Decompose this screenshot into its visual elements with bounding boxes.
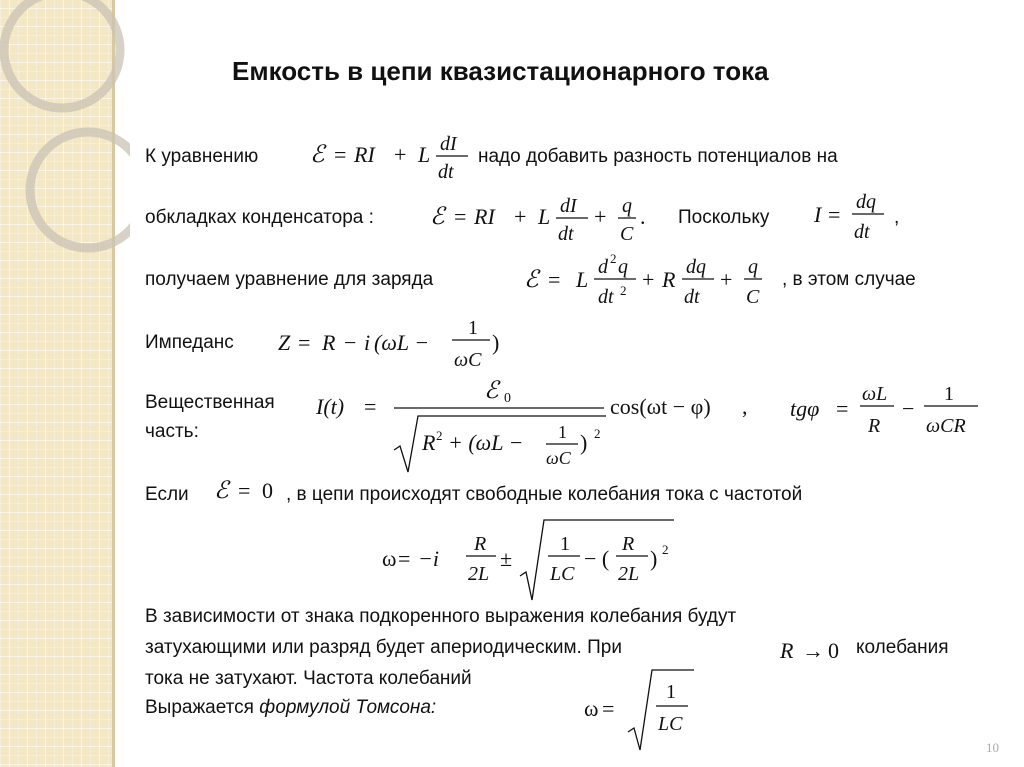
svg-text:0: 0 (262, 478, 273, 503)
formula-r-to-zero (778, 632, 852, 666)
svg-text:+ (ωL −: + (ωL − (448, 430, 524, 455)
svg-text:q: q (618, 256, 628, 278)
svg-text:−i: −i (418, 546, 439, 571)
svg-text:1: 1 (666, 681, 676, 703)
text-expressed: Выражается (145, 697, 254, 718)
svg-text:+: + (394, 142, 407, 167)
svg-text:R: R (474, 533, 487, 555)
svg-text:dq: dq (856, 191, 876, 213)
svg-text:2: 2 (436, 428, 443, 443)
svg-text:2: 2 (662, 542, 669, 557)
svg-text:): ) (580, 430, 588, 455)
svg-text:=: = (836, 396, 849, 421)
svg-text:=: = (602, 696, 615, 721)
text-line2-since: Поскольку (678, 207, 770, 228)
text-impedance-label: Импеданс (145, 332, 234, 353)
svg-text:I(t): I(t) (316, 394, 345, 419)
svg-text:dt: dt (558, 223, 574, 245)
decorative-circles-icon (0, 0, 130, 300)
text-line6-end: , в цепи происходят свободные колебания тока с частотой (286, 484, 803, 505)
svg-text:1: 1 (560, 533, 570, 555)
formula-current-definition (812, 182, 892, 244)
svg-text:LC: LC (550, 563, 575, 585)
text-line2-comma: , (894, 207, 900, 228)
formula-phase-tangent (790, 372, 990, 446)
svg-text:dt: dt (438, 161, 454, 183)
svg-text:): ) (492, 330, 500, 355)
svg-text:±: ± (500, 546, 513, 571)
svg-text:=: = (398, 546, 411, 571)
svg-text:2: 2 (610, 251, 617, 266)
svg-text:ℰ: ℰ (430, 204, 445, 230)
svg-text:ωL: ωL (862, 383, 888, 405)
svg-text:LC: LC (658, 713, 683, 735)
svg-text:dq: dq (686, 256, 706, 278)
svg-text:ℰ: ℰ (310, 142, 325, 168)
text-paragraph-line1: В зависимости от знака подкоренного выражения колебания будут (145, 606, 737, 627)
svg-text:=: = (828, 202, 841, 227)
svg-text:L: L (538, 204, 551, 229)
svg-text:+: + (594, 204, 607, 229)
svg-text:dt: dt (684, 286, 700, 308)
svg-text:q: q (748, 256, 758, 278)
svg-text:1: 1 (944, 383, 954, 405)
svg-text:−: − (344, 330, 357, 355)
text-line1-end: надо добавить разность потенциалов на (478, 146, 838, 167)
svg-text:2L: 2L (618, 563, 640, 585)
text-real-part-1: Вещественная (145, 392, 275, 413)
svg-text:dI: dI (440, 133, 457, 155)
text-paragraph-line4 (145, 697, 436, 719)
formula-capacitor-equation (428, 188, 658, 250)
svg-text:R: R (622, 533, 635, 555)
svg-text:ωCR: ωCR (926, 415, 966, 437)
svg-text:RI: RI (354, 142, 375, 167)
svg-text:dt: dt (598, 286, 614, 308)
svg-text:ℰ: ℰ (524, 267, 539, 293)
svg-text:−: − (902, 396, 915, 421)
svg-text:R: R (780, 638, 794, 663)
svg-text:RI: RI (474, 204, 495, 229)
svg-text:.: . (640, 204, 646, 229)
formula-thomson (584, 662, 704, 754)
text-line2-start: обкладках конденсатора : (145, 207, 374, 228)
text-real-part-2: часть: (145, 421, 199, 442)
svg-text:I: I (814, 202, 822, 227)
svg-text:=: = (364, 394, 377, 419)
svg-text:d: d (598, 256, 608, 278)
text-paragraph-line3: тока не затухают. Частота колебаний (145, 668, 472, 689)
formula-impedance (276, 310, 516, 376)
svg-text:→: → (802, 638, 824, 663)
svg-text:(ωL −: (ωL − (374, 330, 430, 355)
svg-text:i: i (364, 330, 371, 355)
svg-text:q: q (622, 195, 632, 217)
svg-text:ℰ: ℰ (484, 378, 499, 404)
text-paragraph-line2-end: колебания (856, 637, 949, 658)
svg-text:,: , (742, 394, 748, 419)
svg-text:L: L (576, 267, 589, 292)
svg-text:R: R (662, 267, 676, 292)
svg-text:=: = (238, 478, 251, 503)
svg-text:ω: ω (382, 546, 397, 571)
svg-text:1: 1 (468, 317, 478, 339)
text-line3-start: получаем уравнение для заряда (145, 269, 434, 290)
formula-charge-equation (522, 247, 782, 311)
svg-text:C: C (746, 286, 760, 308)
text-thomson-formula: формулой Томсона: (259, 697, 437, 718)
svg-text:ωC: ωC (546, 448, 571, 468)
text-line3-end: , в этом случае (782, 269, 916, 290)
svg-text:1: 1 (558, 422, 567, 442)
svg-text:ℰ: ℰ (214, 478, 229, 504)
svg-text:R: R (322, 330, 336, 355)
svg-text:Z: Z (278, 330, 291, 355)
svg-text:0: 0 (828, 638, 839, 663)
svg-text:R: R (422, 430, 436, 455)
svg-text:C: C (620, 223, 634, 245)
formula-emf-zero (212, 470, 292, 510)
text-line1-start: К уравнению (145, 146, 259, 167)
page-number: 10 (986, 740, 999, 755)
svg-text:dt: dt (854, 221, 870, 243)
svg-text:ω: ω (584, 696, 599, 721)
svg-text:ωC: ωC (454, 349, 482, 371)
svg-text:=: = (548, 267, 561, 292)
svg-text:0: 0 (504, 391, 511, 406)
formula-real-current (314, 368, 774, 478)
formula-frequency (382, 514, 682, 606)
svg-text:L: L (418, 142, 431, 167)
slide-title: Емкость в цепи квазистационарного тока (232, 56, 769, 86)
formula-emf-equation (308, 128, 478, 188)
svg-text:− (: − ( (584, 546, 610, 571)
svg-text:R: R (868, 415, 881, 437)
svg-text:+: + (514, 204, 527, 229)
svg-text:2L: 2L (468, 563, 490, 585)
text-paragraph-line2: затухающими или разряд будет апериодическим. При (145, 637, 622, 658)
svg-text:dI: dI (560, 195, 577, 217)
svg-text:cos(ωt − φ): cos(ωt − φ) (610, 394, 711, 419)
svg-text:): ) (650, 546, 658, 571)
svg-text:tgφ: tgφ (790, 396, 820, 421)
svg-text:+: + (720, 267, 733, 292)
svg-text:2: 2 (594, 426, 601, 441)
text-if: Если (145, 484, 189, 505)
svg-text:=: = (334, 142, 347, 167)
svg-text:+: + (642, 267, 655, 292)
svg-text:=: = (298, 330, 311, 355)
svg-text:2: 2 (620, 283, 627, 298)
svg-text:=: = (454, 204, 467, 229)
